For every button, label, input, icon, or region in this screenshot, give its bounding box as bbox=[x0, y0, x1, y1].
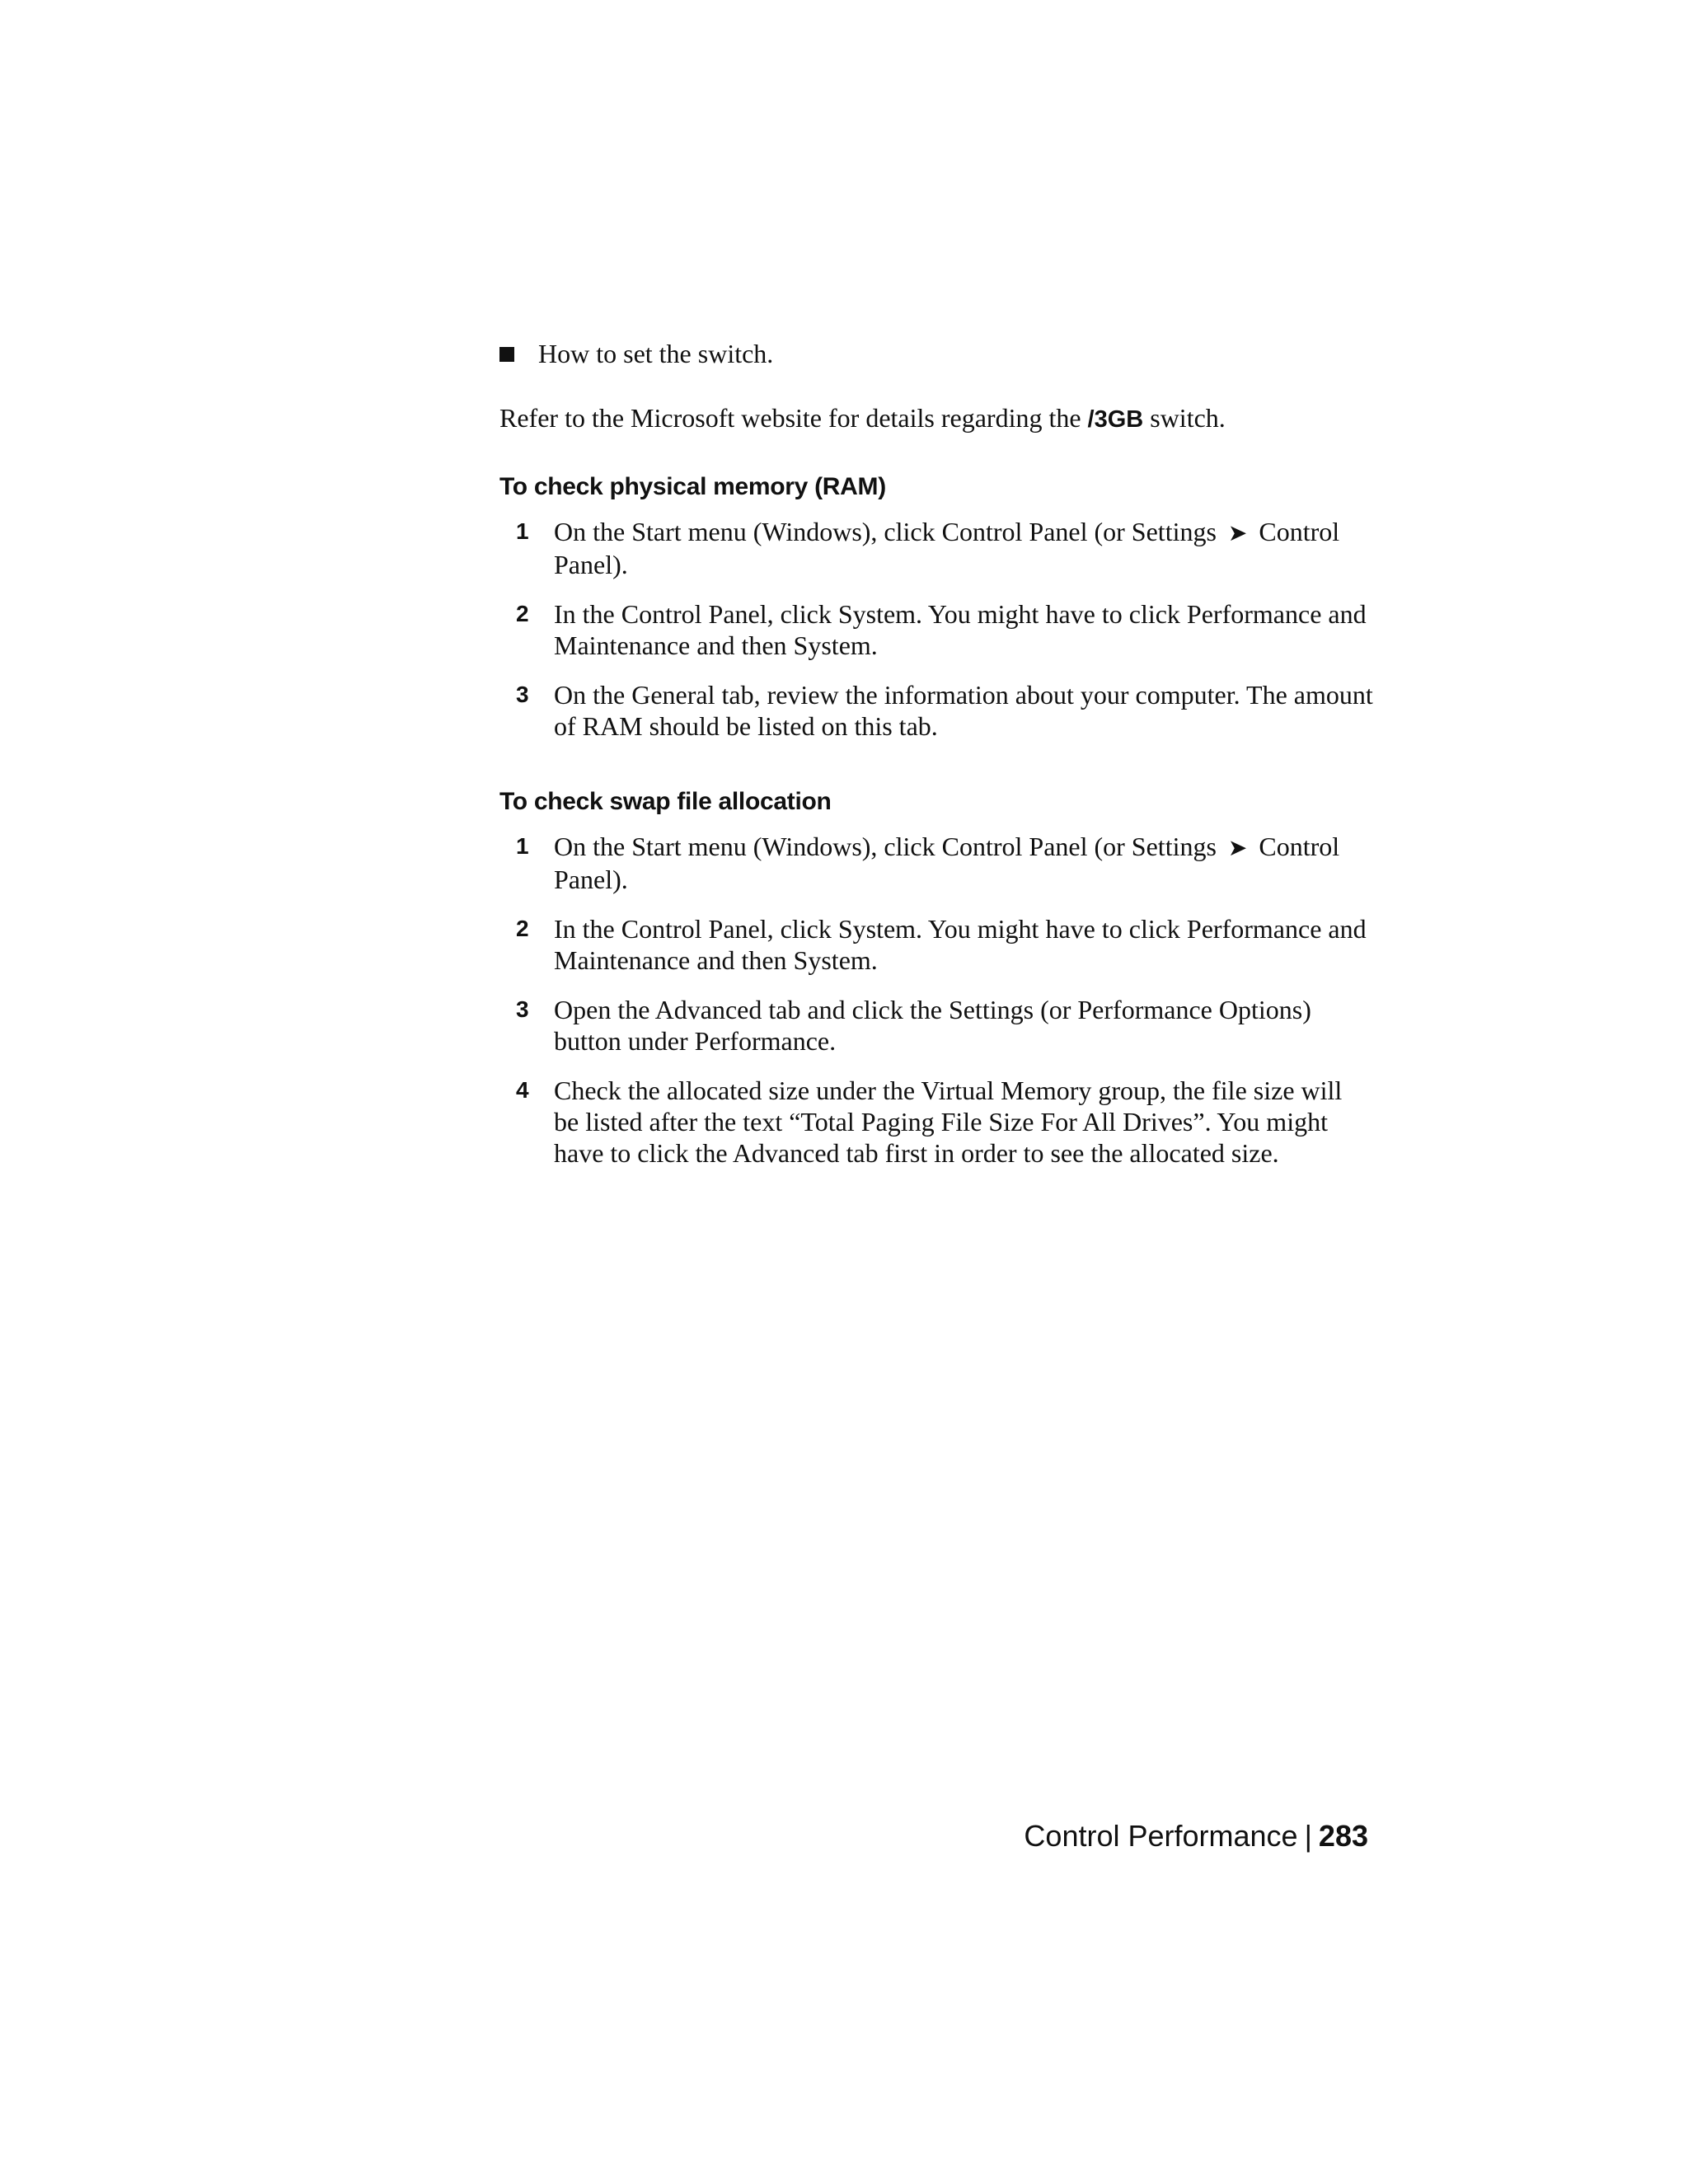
footer-separator: | bbox=[1304, 1819, 1312, 1853]
step-number: 1 bbox=[516, 518, 529, 544]
step-text: Check the allocated size under the Virtual Memory group, the file size will be listed after the text “Total Paging File Size For All Drives”. You might have to click the Advanced tab first in order to see the allocated size. bbox=[554, 1076, 1343, 1168]
step-item bbox=[499, 679, 1373, 742]
step-item bbox=[499, 1075, 1373, 1169]
step-text: On the General tab, review the information about your computer. The amount of RAM should be listed on this tab. bbox=[554, 680, 1373, 741]
bullet-text: How to set the switch. bbox=[538, 339, 774, 368]
step-number: 1 bbox=[516, 833, 529, 859]
step-text bbox=[554, 516, 1373, 580]
steps-list-ram bbox=[499, 516, 1373, 742]
step-number: 3 bbox=[516, 996, 529, 1022]
page-number: 283 bbox=[1318, 1819, 1368, 1853]
arrow-right-icon: ➤ bbox=[1227, 519, 1248, 546]
page-footer bbox=[1024, 1818, 1368, 1854]
step-number: 2 bbox=[516, 916, 529, 941]
intro-paragraph bbox=[499, 402, 1373, 435]
step-number: 2 bbox=[516, 601, 529, 626]
step-item bbox=[499, 913, 1373, 976]
step-text: In the Control Panel, click System. You might have to click Performance and Maintenance and then System. bbox=[554, 914, 1367, 975]
step-text bbox=[554, 831, 1373, 895]
square-bullet-icon bbox=[499, 347, 514, 362]
section-heading-ram: To check physical memory (RAM) bbox=[499, 473, 886, 500]
step-number: 4 bbox=[516, 1077, 529, 1103]
step-item bbox=[499, 994, 1373, 1057]
intro-text-before: Refer to the Microsoft website for details regarding the bbox=[499, 403, 1088, 433]
step-text-before: On the Start menu (Windows), click Control Panel (or Settings bbox=[554, 517, 1217, 546]
steps-list-swap bbox=[499, 831, 1373, 1169]
intro-text-after: switch. bbox=[1143, 403, 1226, 433]
step-text-after: Control Panel). bbox=[554, 832, 1340, 894]
bullet-item bbox=[499, 338, 1373, 369]
step-item bbox=[499, 516, 1373, 580]
step-text-before: On the Start menu (Windows), click Control Panel (or Settings bbox=[554, 832, 1217, 861]
footer-section-title: Control Performance bbox=[1024, 1819, 1298, 1853]
step-item bbox=[499, 598, 1373, 661]
step-item bbox=[499, 831, 1373, 895]
step-text-after: Control Panel). bbox=[554, 517, 1340, 579]
step-text: Open the Advanced tab and click the Settings (or Performance Options) button under Performance. bbox=[554, 995, 1311, 1056]
step-number: 3 bbox=[516, 682, 529, 707]
arrow-right-icon: ➤ bbox=[1227, 834, 1248, 861]
section-heading-swap: To check swap file allocation bbox=[499, 788, 832, 815]
intro-code: /3GB bbox=[1087, 406, 1144, 433]
page-content bbox=[499, 338, 1373, 1213]
step-text: In the Control Panel, click System. You might have to click Performance and Maintenance and then System. bbox=[554, 599, 1367, 660]
